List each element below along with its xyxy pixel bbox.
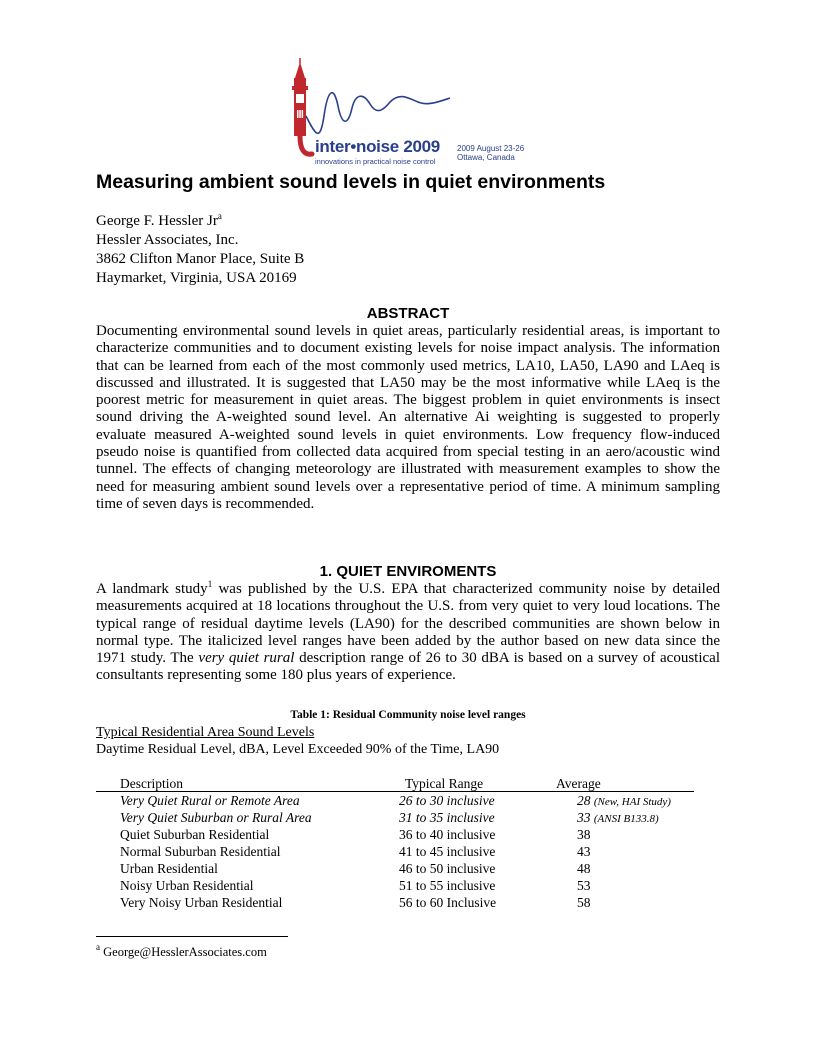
section-1-heading: 1. QUIET ENVIROMENTS	[319, 563, 497, 580]
logo-title: inter•noise 2009	[315, 137, 440, 156]
cell-description: Very Quiet Rural or Remote Area	[120, 793, 300, 808]
cell-description: Normal Suburban Residential	[120, 844, 281, 859]
cell-description: Noisy Urban Residential	[120, 878, 254, 893]
para-text-middle: was published by the U.S. EPA that characterized community noise by detailed measurements acquired at 18 locations throughout the U.S. from very quiet to very loud locations. The typical range of residual daytime levels (LA90) for the described communities are shown below in normal type. The italicized level ranges have been added by the author based on new data since the 1971 study. The	[96, 581, 720, 667]
cell-description: Very Quiet Suburban or Rural Area	[120, 810, 312, 825]
author-name-text: George F. Hessler Jr	[96, 213, 218, 229]
abstract-heading: ABSTRACT	[366, 305, 450, 322]
reference-mark: 1	[207, 579, 213, 589]
cell-range: 46 to 50 inclusive	[399, 861, 496, 876]
cell-average: 38	[577, 827, 591, 842]
logo-date-block	[457, 144, 524, 162]
cell-average: 53	[577, 878, 591, 893]
cell-average: 58	[577, 895, 591, 910]
section-1-paragraph	[96, 581, 720, 685]
para-text-end: description range of 26 to 30 dBA is based on a survey of acoustical consultants representing some 180 plus years of experience.	[96, 650, 720, 684]
table-body	[0, 792, 816, 911]
cell-range: 26 to 30 inclusive	[399, 793, 495, 808]
cell-description: Quiet Suburban Residential	[120, 827, 270, 842]
table-row	[0, 894, 816, 911]
cell-range: 51 to 55 inclusive	[399, 878, 496, 893]
abstract-text: Documenting environmental sound levels in quiet areas, particularly residential areas, is important to characterize communities and to document existing levels for noise impact analysis. The information that can be learned from each of the most commonly used metrics, LA10, LA50, LA90 and LAeq is discussed and illustrated. It is suggested that LA50 may be the most informative while LAeq is the poorest metric for measurement in quiet areas. The biggest problem in quiet environments is insect sound driving the A-weighted sound level. An alternative Ai weighting is suggested to properly evaluate measured A-weighted sound levels in quiet environments. Low frequency flow-induced pseudo noise is quantified from collected data acquired from special testing in an aero/acoustic wind tunnel. The effects of changing meteorology are illustrated with measurement examples to show the need for measuring ambient sound levels over a representative period of time. A minimum sampling time of seven days is recommended.	[96, 323, 720, 512]
author-block	[96, 212, 304, 288]
cell-average: 48	[577, 861, 591, 876]
conference-logo	[282, 56, 542, 166]
logo-place: Ottawa, Canada	[457, 153, 515, 162]
author-address-line2: Haymarket, Virginia, USA 20169	[96, 270, 297, 286]
author-affiliation: Hessler Associates, Inc.	[96, 232, 239, 248]
column-header-range: Typical Range	[405, 776, 484, 791]
cell-average: 43	[577, 844, 591, 859]
footnote-rule	[96, 936, 288, 937]
cell-average	[577, 810, 659, 826]
column-header-description: Description	[120, 776, 183, 791]
table-row	[0, 843, 816, 860]
cell-description: Very Noisy Urban Residential	[120, 895, 283, 910]
footnote-mark: a	[96, 942, 100, 952]
cell-average-value: 33	[577, 810, 591, 825]
footnote-email: George@HesslerAssociates.com	[103, 945, 267, 959]
table-subtitle: Typical Residential Area Sound Levels	[96, 725, 315, 740]
paper-title: Measuring ambient sound levels in quiet environments	[96, 171, 606, 193]
author-name	[96, 212, 304, 231]
cell-range: 31 to 35 inclusive	[399, 810, 495, 825]
logo-tagline: innovations in practical noise control	[315, 157, 436, 166]
author-footnote-mark: a	[217, 211, 222, 221]
cell-average-value: 28	[577, 793, 591, 808]
cell-range: 56 to 60 Inclusive	[399, 895, 497, 910]
column-header-average: Average	[556, 776, 601, 791]
cell-average-note: (New, HAI Study)	[593, 796, 671, 808]
table-row	[0, 826, 816, 843]
footnote	[96, 942, 267, 960]
table-subtitle-2: Daytime Residual Level, dBA, Level Exceeded 90% of the Time, LA90	[96, 742, 500, 757]
cell-range: 41 to 45 inclusive	[399, 844, 496, 859]
para-text-start: A landmark study	[96, 581, 208, 597]
table-row	[0, 792, 816, 809]
cell-range: 36 to 40 inclusive	[399, 827, 496, 842]
cell-average	[577, 793, 671, 809]
cell-average-note: (ANSI B133.8)	[593, 813, 659, 825]
para-italic-term: very quiet rural	[198, 650, 295, 667]
table-row	[0, 809, 816, 826]
cell-description: Urban Residential	[120, 861, 218, 876]
table-caption: Table 1: Residual Community noise level ranges	[290, 709, 526, 721]
table-row	[0, 877, 816, 894]
table-row	[0, 860, 816, 877]
logo-date: 2009 August 23-26	[457, 144, 525, 153]
author-address-line1: 3862 Clifton Manor Place, Suite B	[96, 251, 305, 267]
